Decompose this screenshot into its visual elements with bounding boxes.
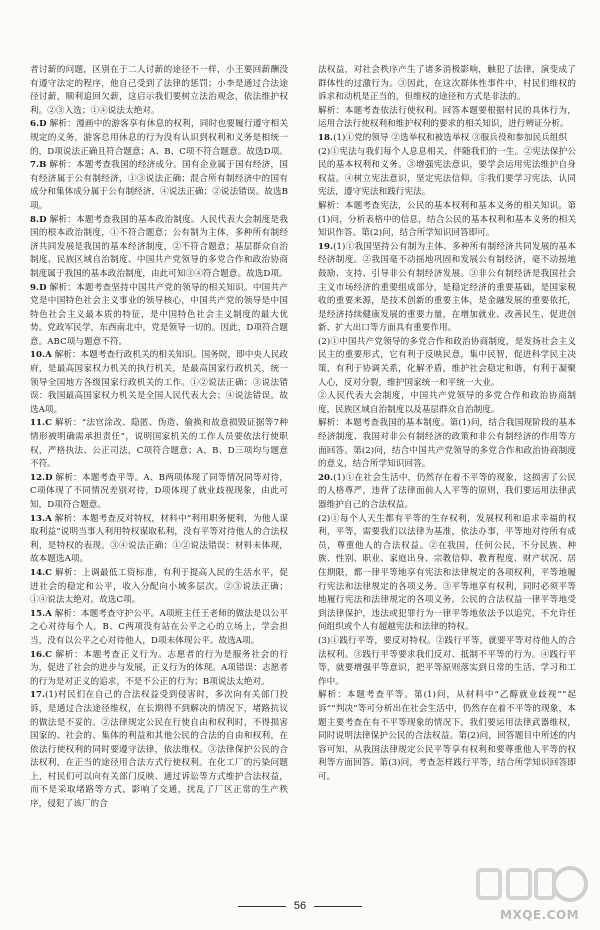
answer-paragraph: 7.B 解析：本题考查我国的经济成分。国有企业属于国有经济，国有经济属于公有制经济，①③说法正确；混合所有制经济中的国有成分和集体成分属于公有制经济，④说法正确；②说法错误。故选B项。 xyxy=(30,160,288,211)
page-number-dash xyxy=(238,906,286,907)
answer-paragraph: 解析：本题考查依法行使权利。回答本题要根据村民的具体行为，运用合法行使权利和维护权利的要求的相关知识，进行辨证分析。 xyxy=(318,105,576,130)
answer-paragraph: 15.A 解析：本题考查守护公平。A项班主任王老师的做法是以公平之心对待每个人，B、C两项没有站在公平之心的立场上，学会担当，没有以公平之心对待他人，D项未体现公平。故选A项。 xyxy=(30,608,288,646)
answer-paragraph: ②人民代表大会制度，中国共产党领导的多党合作和政治协商制度，民族区域自治制度以及基层群众自治制度。 xyxy=(318,391,576,415)
answer-paragraph: 6.D 解析：漫画中的游客享有休息的权利，同时也要履行遵守相关规定的义务，游客总用休息的行为没有认识到权利和义务是相统一的，D项说法正确且符合题意；A、B、C项不符合题意。故选D项。 xyxy=(30,119,288,157)
answer-paragraph: 解析：本题考查平等。第(1)问，从材料中“乙醇就业歧视”“起诉”“判决”等可分析出在社会生活中，仍然存在着不平等的现象，本题主要考查在有不平等现象的情况下，我们要运用法律武器维权，同时说明法律保护公民的合法权益。第(2)问，回答题目中所述的内容可知，从我国法律规定公民平等享有权利和要尊重他人平等的权利等方面回答。第(3)问，考查怎样践行平等，结合所学知识回答即可。 xyxy=(318,690,576,782)
answer-paragraph: 法权益，对社会秩序产生了诸多消极影响，触犯了法律，演变成了群体性的过激行为。③因此，在这次群体性事件中，村民们维权的诉求和动机是正当的，但维权的途径和方式是非法的。 xyxy=(318,65,576,103)
answer-paragraph: (2)①每个人天生都有平等的生存权利，发展权利和追求幸福的权利，平等，需要我们以法律为基准，依法办事，平等地对待所有成员，尊重他人的合法权益。②在我国，任何公民，不分民族、种族、性别、职业、家庭出身、宗教信仰、教育程度、财产状况、居住期限，都一律平等地享有宪法和法律规定的各项权利，平等地履行宪法和法律规定的各项义务。③平等地享有权利，同时必须平等地履行宪法和法律规定的各项义务。公民的合法权益一律平等地受到法律保护，违法或犯罪行为一律平等地依法予以追究，不允许任何组织或个人有超越宪法和法律的特权。 xyxy=(318,513,576,633)
answer-paragraph: 17.(1)村民们在自己的合法权益受到侵害时，多次向有关部门投诉，是通过合法途径维权，在长期得不到解决的情况下，堵路抗议的做法是不妥的。②法律规定公民在行使自由和权利时，不得损害国家的、社会的、集体的利益和其他公民的合法的自由和权利，在依法行使权利的同时要遵守法律，依法维权。③法律保护公民的合法权利，在正当的途径用合法方式行使权利。在化工厂的污染问题上，村民们可以向有关部门反映、通过诉讼等方式维护合法权益，而不是采取堵路等方式，影响了交通，扰乱了厂区正常的生产秩序，侵犯了该厂的合 xyxy=(30,690,288,810)
answer-paragraph: 者讨薪的问题，区别在于二人讨薪的途径不一样，小王要回薪酬没有遵守法定的程序，他自己受到了法律的惩罚；小李是通过合法途径讨薪，顺利追回欠薪，这启示我们要树立法治观念，依法维护权利。②③入选；①④说法太绝对。 xyxy=(30,65,288,116)
answer-paragraph: 20.(1)①在社会生活中，仍然存在着不平等的现象，这损害了公民的人格尊严，违背了法律面前人人平等的原则，我们要运用法律武器维护自己的合法权益。 xyxy=(318,472,576,510)
left-column xyxy=(30,64,288,812)
page-number: 56 xyxy=(0,900,600,912)
answer-paragraph: 19.(1)①我国坚持公有制为主体、多种所有制经济共同发展的基本经济制度。②我国毫不动摇地巩固和发展公有制经济，毫不动摇地鼓励、支持、引导非公有制经济发展。③非公有制经济是我国社会主义市场经济的重要组成部分，是稳定经济的重要基础，是国家税收的重要来源，是技术创新的重要主体，是金融发展的重要依托，是经济持续健康发展的重要力量，在增加就业、改善民生、促进创新、扩大出口等方面具有重要作用。 xyxy=(318,241,576,334)
answer-paragraph: 10.A 解析：本题考查行政机关的相关知识。国务院，即中央人民政府，是最高国家权力机关的执行机关，是最高国家行政机关，统一领导全国地方各级国家行政机关的工作。①②说法正确；③说法错误：我国最高国家权力机关是全国人民代表大会；④说法错误。故选A项。 xyxy=(30,350,289,415)
answer-paragraph: 14.C 解析：上调最低工资标准，有利于提高人民的生活水平，促进社会的稳定和公平，收入分配向小域多层次。②③说法正确；①④说法太绝对。故选C项。 xyxy=(30,567,288,606)
right-column xyxy=(318,64,576,784)
answer-paragraph: 13.A 解析：本题考查反对特权，材料中“利用职务便利，为他人谋取利益”说明当事人利用特权谋取私利，没有平等对待他人的合法权利，是特权的表现。③④说法正确；①②说法错误：材料未体现，故本题选A项。 xyxy=(30,513,288,565)
page-number-dash xyxy=(314,906,362,907)
answer-paragraph: 12.D 解析：本题考查平等。A、B两项体现了同等情况同等对待，C项体现了不同情况差别对待，D项体现了就业歧视现象，由此可知，D项符合题意。 xyxy=(30,472,288,510)
answer-paragraph: 8.D 解析：本题考查我国的基本政治制度。人民代表大会制度是我国的根本政治制度，①不符合题意；公有制为主体，多种所有制经济共同发展是我国的基本经济制度，②不符合题意；基层群众自治制度、民族区域自治制度、中国共产党领导的多党合作和政治协商制度属于我国的基本政治制度，由此可知③④符合题意。故选D项。 xyxy=(30,214,288,279)
answer-paragraph: (2)①宪法与我们每个人息息相关，伴随我们的一生。②宪法保护公民的基本权利和义务。③增强宪法意识，要学会运用宪法维护自身权益。④树立宪法意识，坚定宪法信仰。⑤我们要学习宪法，认同宪法，遵守宪法和践行宪法。 xyxy=(318,146,576,198)
answer-paragraph: (2)①中国共产党领导的多党合作和政治协商制度，是发扬社会主义民主的重要形式，它有利于反映民意，集中民智，促进科学民主决策，有利于协调关系，化解矛盾，维护社会稳定和谐，有利于凝聚人心，反对分裂，维护国家统一和平统一大业。 xyxy=(318,336,576,388)
answer-paragraph: 11.C 解析：“法官涂改、隐匿、伪造、偷换和故意损毁证据等7种情形被明确需承担责任”，说明国家机关的工作人员要依法行使职权，严格执法、公正司法，C项符合题意；A、B、D三项均与题意不符。 xyxy=(30,418,288,470)
answer-paragraph: 解析：本题考查我国的基本制度。第(1)问，结合我国现阶段的基本经济制度、我国对非公有制经济的政策和非公有制经济的作用等方面回答。第(2)问，结合中国共产党领导的多党合作和政治协商制度的意义，结合所学知识回答。 xyxy=(318,418,576,470)
answer-paragraph: 16.C 解析：本题考查正义行为。志愿者的行为是服务社会的行为，促进了社会的进步与发展，正义行为的体现。A项错误：志愿者的行为是对正义的追求，不是不公正的行为；B项说法太绝对。 xyxy=(30,649,288,687)
answer-paragraph: 解析：本题考查宪法，公民的基本权利和基本义务的相关知识。第(1)问，分析表格中的信息，结合公民的基本权利和基本义务的相关知识作答。第(2)问，结合所学知识回答即可。 xyxy=(318,200,576,239)
answer-paragraph: 18.(1)①党的领导 ②选举权和被选举权 ③服兵役和参加民兵组织 xyxy=(318,132,568,143)
answer-paragraph: 9.D 解析：本题考查坚持中国共产党的领导的相关知识。中国共产党是中国特色社会主义事业的领导核心，中国共产党的领导是中国特色社会主义最本质的特征，是中国特色社会主义制度的最大优势。党政军民学，东西南北中，党是领导一切的。因此，D项符合题意。ABC项与题意不符。 xyxy=(30,282,288,347)
watermark-text: MXQE.COM xyxy=(500,908,580,922)
answer-paragraph: (3)①践行平等，要反对特权。②践行平等，就要平等对待他人的合法权利。③践行平等要求我们反对、抵制不平等的行为。④践行平等，就要增强平等意识，把平等原则落实到日常的生活、学习和工作中。 xyxy=(318,635,576,687)
